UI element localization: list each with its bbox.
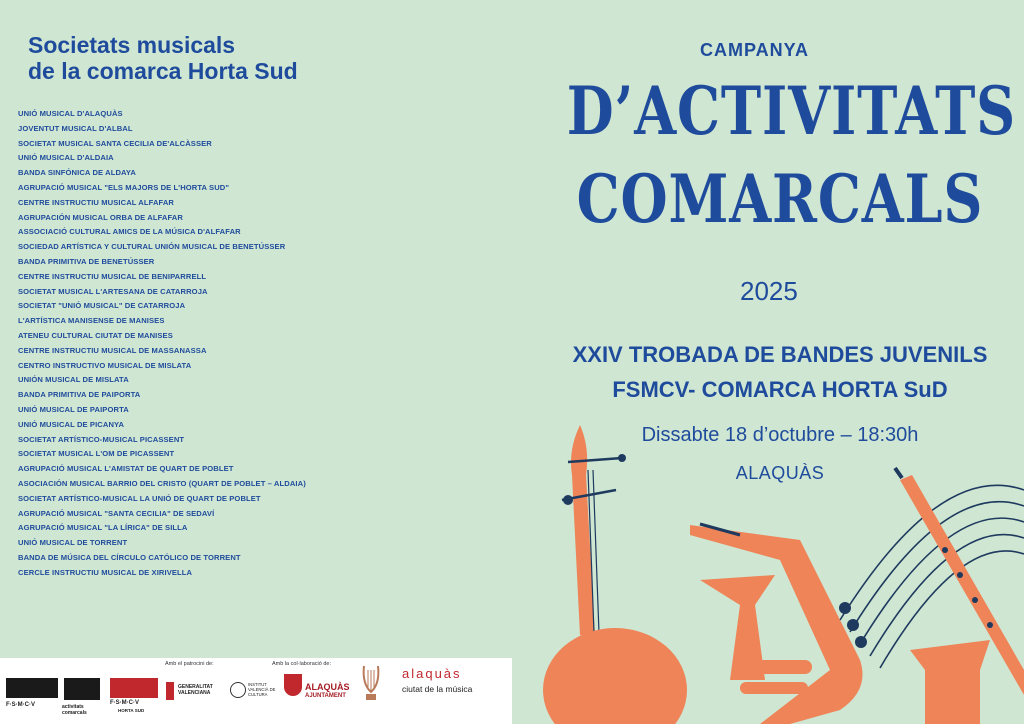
society-item: AGRUPACIÓ MUSICAL "ELS MAJORS DE L'HORTA SUD" xyxy=(18,182,230,192)
fsmcv-logo-text: F·S·M·C·V xyxy=(6,702,35,708)
alaquas-ajuntament-name: ALAQUÀS xyxy=(305,682,350,692)
violin-icon xyxy=(543,425,687,724)
society-item: CENTRE INSTRUCTIU MUSICAL ALFAFAR xyxy=(18,197,175,207)
left-heading-line1: Societats musicals xyxy=(28,32,236,58)
society-item: L'ARTÍSTICA MANISENSE DE MANISES xyxy=(18,316,165,326)
society-item: UNIÓ MUSICAL DE TORRENT xyxy=(18,538,128,548)
society-item: SOCIETAT ARTÍSTICO-MUSICAL LA UNIÓ DE QUART DE POBLET xyxy=(18,493,261,503)
society-item: UNIÓ MUSICAL DE PAIPORTA xyxy=(18,404,129,414)
society-item: AGRUPACIÓ MUSICAL L'AMISTAT DE QUART DE POBLET xyxy=(18,464,234,474)
society-item: UNIÓ MUSICAL D'ALAQUÀS xyxy=(18,109,123,118)
society-item: ATENEU CULTURAL CIUTAT DE MANISES xyxy=(18,330,173,340)
collaboration-label: Amb la col·laboració de: xyxy=(272,661,332,667)
society-item: AGRUPACIÓ MUSICAL "LA LÍRICA" DE SILLA xyxy=(18,523,188,533)
instruments-illustration xyxy=(540,420,1024,724)
ivc-emblem xyxy=(230,682,246,698)
fsmcv-horta-text: F·S·M·C·V xyxy=(110,700,139,706)
alaquas-brand: alaquàs xyxy=(402,666,462,681)
society-item: SOCIETAT ARTÍSTICO-MUSICAL PICASSENT xyxy=(18,434,185,444)
generalitat-emblem xyxy=(166,682,174,700)
event-title-line1: XXIV TROBADA DE BANDES JUVENILS xyxy=(572,342,988,367)
society-item: SOCIETAT MUSICAL SANTA CECILIA DE'ALCÀSSER xyxy=(18,138,212,148)
society-item: CENTRO INSTRUCTIVO MUSICAL DE MISLATA xyxy=(18,360,192,370)
activitats-comarcals-text: activitats comarcals xyxy=(62,704,87,716)
society-list xyxy=(18,107,306,581)
generalitat-text: GENERALITAT VALENCIANA xyxy=(178,684,213,696)
ciutat-musica: ciutat de la música xyxy=(402,684,473,694)
event-title-line2: FSMCV- COMARCA HORTA SuD xyxy=(612,377,948,402)
society-item: AGRUPACIÓN MUSICAL ORBA DE ALFAFAR xyxy=(18,212,183,222)
society-item: JOVENTUT MUSICAL D'ALBAL xyxy=(18,123,133,133)
campaign-label: CAMPANYA xyxy=(700,40,810,60)
horta-sud-text: HORTA SUD xyxy=(118,708,145,713)
main-title-line2: COMARCALS xyxy=(576,160,984,238)
society-item: BANDA DE MÚSICA DEL CÍRCULO CATÓLICO DE TORRENT xyxy=(18,552,241,562)
society-item: AGRUPACIÓ MUSICAL "SANTA CECILIA" DE SEDAVÍ xyxy=(18,508,215,518)
society-item: CENTRE INSTRUCTIU MUSICAL DE MASSANASSA xyxy=(18,345,207,355)
society-item: SOCIETAT MUSICAL L'ARTESANA DE CATARROJA xyxy=(18,286,208,296)
society-item: BANDA SINFÓNICA DE ALDAYA xyxy=(18,168,136,178)
society-item: SOCIETAT "UNIÓ MUSICAL" DE CATARROJA xyxy=(18,301,186,311)
main-title-line1: D’ACTIVITATS xyxy=(566,72,1017,150)
society-item: CENTRE INSTRUCTIU MUSICAL DE BENIPARRELL xyxy=(18,271,207,281)
year: 2025 xyxy=(740,276,798,306)
event-date: Dissabte 18 d’octubre – 18:30h xyxy=(641,424,919,446)
society-item: BANDA PRIMITIVA DE BENETÚSSER xyxy=(18,256,155,266)
society-item: ASSOCIACIÓ CULTURAL AMICS DE LA MÚSICA D'ALFAFAR xyxy=(18,227,241,237)
ivc-text: INSTITUT VALENCIÀ DE CULTURA xyxy=(248,682,276,697)
society-item: CERCLE INSTRUCTIU MUSICAL DE XIRIVELLA xyxy=(18,567,193,577)
left-heading xyxy=(28,32,298,84)
society-item: UNIÓ MUSICAL DE PICANYA xyxy=(18,419,125,429)
lyre-icon xyxy=(360,662,382,706)
society-item: UNIÓN MUSICAL DE MISLATA xyxy=(18,375,129,385)
event-place: ALAQUÀS xyxy=(735,463,825,483)
sponsor-logo-bar xyxy=(0,658,512,724)
fsmcv-logo xyxy=(6,678,58,698)
sponsor-label: Amb el patrocini de: xyxy=(165,661,214,667)
society-item: SOCIETAT MUSICAL L'OM DE PICASSENT xyxy=(18,449,175,459)
society-item: ASOCIACIÓN MUSICAL BARRIO DEL CRISTO (QUART DE POBLET – ALDAIA) xyxy=(18,478,306,488)
society-item: UNIÓ MUSICAL D'ALDAIA xyxy=(18,153,114,163)
alaquas-shield xyxy=(284,674,302,696)
fsmcv-horta-logo xyxy=(110,678,158,698)
society-item: BANDA PRIMITIVA DE PAIPORTA xyxy=(18,390,141,400)
society-item: SOCIEDAD ARTÍSTICA Y CULTURAL UNIÓN MUSICAL DE BENETÚSSER xyxy=(18,242,286,252)
left-heading-line2: de la comarca Horta Sud xyxy=(28,58,298,84)
activitats-comarcals-logo xyxy=(64,678,100,700)
tuba-bell-icon xyxy=(910,640,990,724)
alaquas-ajuntament-label: AJUNTAMENT xyxy=(305,693,346,699)
